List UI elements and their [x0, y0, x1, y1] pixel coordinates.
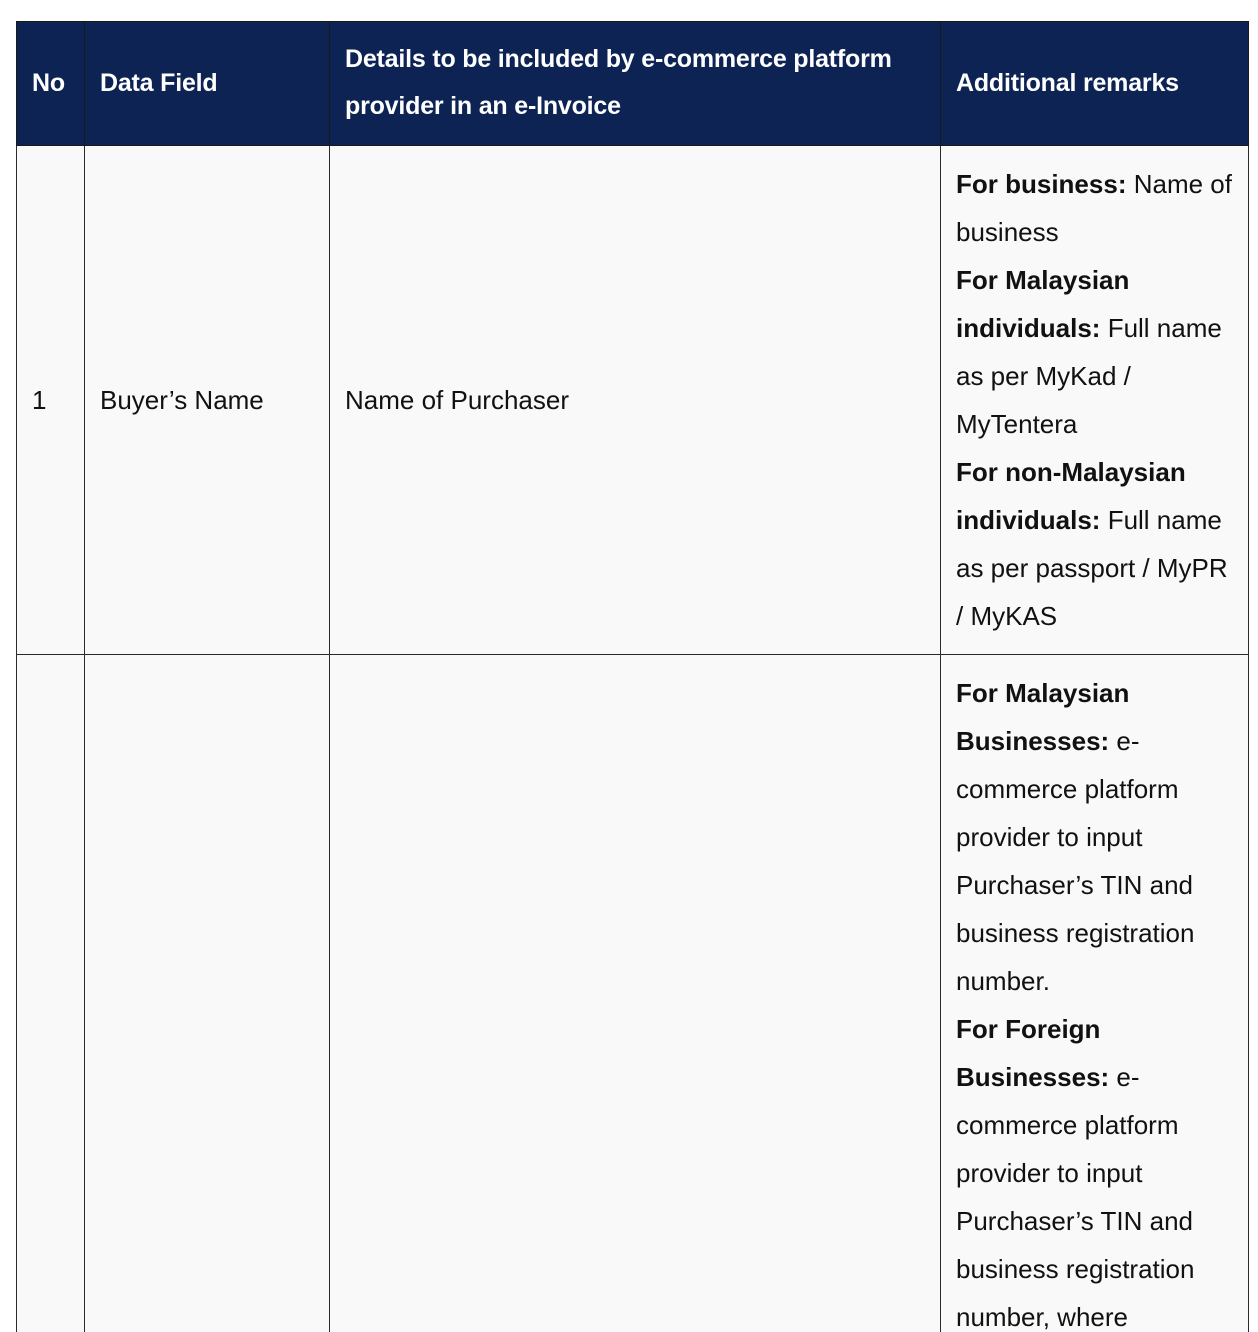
remark-label: For Malaysian Businesses: [956, 678, 1130, 756]
remark-item [956, 448, 1233, 640]
header-no: No [17, 22, 85, 146]
row-details [330, 655, 941, 1332]
row-remarks [941, 146, 1249, 655]
remark-text: e-commerce platform provider to input Purchaser’s TIN and business registration number, where [956, 1062, 1195, 1332]
row-data-field: Buyer’s Name [85, 146, 330, 655]
remark-text: Full name as per passport / MyPR / MyKAS [956, 505, 1228, 631]
row-data-field [85, 655, 330, 1332]
remark-text: Name of business [956, 169, 1232, 247]
einvoice-fields-table [16, 21, 1249, 1332]
remark-label: For Foreign Businesses: [956, 1014, 1110, 1092]
remark-label: For business: [956, 169, 1127, 199]
remark-item [956, 1005, 1233, 1332]
remark-item [956, 160, 1233, 256]
remark-label: For Malaysian individuals: [956, 265, 1130, 343]
row-remarks [941, 655, 1249, 1332]
row-details: Name of Purchaser [330, 146, 941, 655]
header-details: Details to be included by e-commerce platform provider in an e-Invoice [330, 22, 941, 146]
table-row [17, 146, 1249, 655]
header-remarks: Additional remarks [941, 22, 1249, 146]
row-number [17, 655, 85, 1332]
remark-label: For non-Malaysian individuals: [956, 457, 1186, 535]
remark-item [956, 669, 1233, 1005]
table-header-row [17, 22, 1249, 146]
row-number: 1 [17, 146, 85, 655]
remark-text: e-commerce platform provider to input Purchaser’s TIN and business registration number. [956, 726, 1195, 996]
header-data-field: Data Field [85, 22, 330, 146]
remark-item [956, 256, 1233, 448]
table-row [17, 655, 1249, 1332]
einvoice-table-container [16, 21, 1248, 1332]
remark-text: Full name as per MyKad / MyTentera [956, 313, 1222, 439]
